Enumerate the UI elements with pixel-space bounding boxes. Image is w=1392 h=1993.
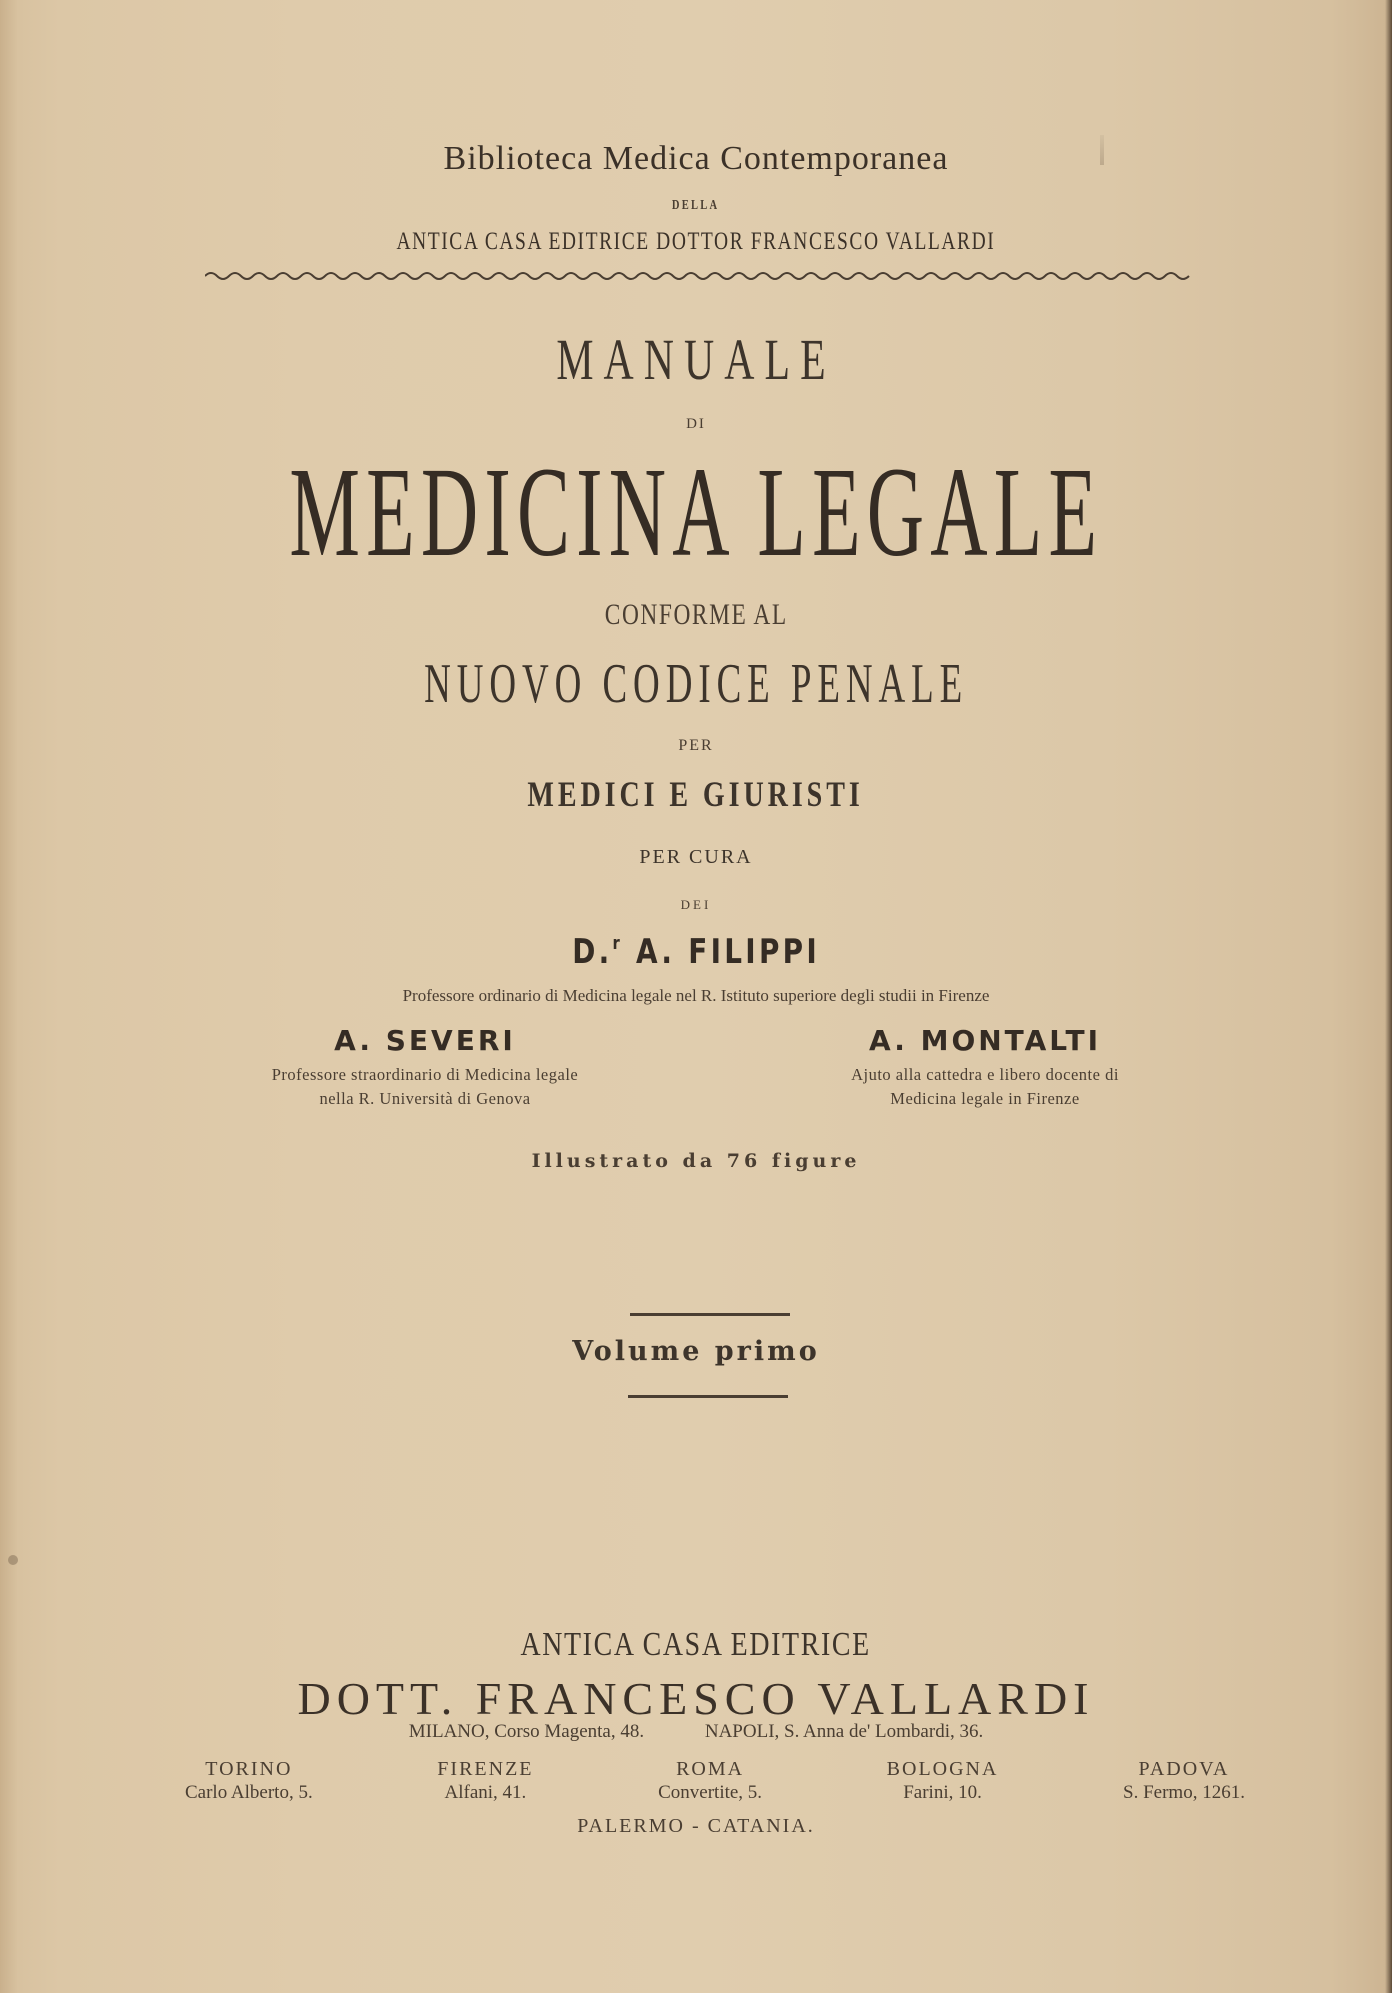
branch-address: Carlo Alberto, 5. — [185, 1782, 313, 1803]
co-author-name: A. MONTALTI — [869, 1024, 1101, 1057]
title-line4: CONFORME AL — [604, 598, 788, 631]
title-medicina-legale — [0, 441, 1392, 583]
editors-intro — [0, 846, 1392, 869]
title-line2: DI — [686, 416, 706, 432]
co-author-severi — [195, 1024, 655, 1111]
co-author-description-line2: Medicina legale in Firenze — [890, 1089, 1080, 1108]
volume-label — [0, 1336, 1392, 1367]
title-conforme — [0, 598, 1392, 632]
lead-author-prefix-sup: r — [612, 933, 623, 954]
volume-rule-top — [630, 1313, 790, 1316]
branch-address: Alfani, 41. — [444, 1782, 527, 1803]
branch-firenze — [437, 1757, 533, 1805]
volume-rule-bottom — [628, 1395, 788, 1398]
branch-address: Farini, 10. — [903, 1782, 982, 1803]
title-line7: MEDICI E GIURISTI — [527, 774, 865, 814]
imprint-line1-text: ANTICA CASA EDITRICE — [520, 1626, 872, 1663]
series-connector — [0, 198, 1392, 214]
branch-address: S. Fermo, 1261. — [1123, 1782, 1245, 1803]
branch-padova — [1123, 1757, 1245, 1805]
office-milano: MILANO, Corso Magenta, 48. — [408, 1721, 645, 1742]
lead-author-description-text: Professore ordinario di Medicina legale nel R. Istituto superiore degli studii in Firenze — [402, 986, 990, 1005]
other-cities-text: PALERMO - CATANIA. — [577, 1815, 815, 1837]
series-title — [0, 140, 1392, 178]
title-line6: PER — [678, 737, 714, 754]
co-author-description-line1: Professore straordinario di Medicina legale — [271, 1065, 579, 1084]
series-connector-text: DELLA — [672, 198, 720, 213]
branch-city: ROMA — [676, 1758, 745, 1780]
editors-connector — [0, 897, 1392, 913]
paper-stain — [8, 1555, 18, 1565]
lead-author-name: A. FILIPPI — [622, 932, 820, 972]
imprint-line2-text: DOTT. FRANCESCO VALLARDI — [297, 1673, 1095, 1724]
lead-author-description — [0, 986, 1392, 1006]
co-author-description-line2: nella R. Università di Genova — [319, 1089, 531, 1108]
editors-connector-text: DEI — [680, 897, 712, 912]
editors-intro-text: PER CURA — [639, 846, 753, 868]
branch-city: PADOVA — [1138, 1758, 1230, 1780]
series-publisher-text: ANTICA CASA EDITRICE DOTTOR FRANCESCO VALLARDI — [396, 228, 996, 255]
illustrations-note — [0, 1150, 1392, 1172]
branch-torino — [185, 1757, 313, 1805]
branch-city: FIRENZE — [437, 1758, 534, 1780]
imprint-branches — [185, 1757, 1245, 1805]
co-author-name: A. SEVERI — [334, 1024, 516, 1057]
illustrations-text: Illustrato da 76 figure — [531, 1150, 861, 1172]
branch-city: TORINO — [205, 1758, 293, 1780]
branch-bologna — [887, 1757, 999, 1805]
title-medici-giuristi — [0, 773, 1392, 815]
title-per — [0, 737, 1392, 755]
title-line3: MEDICINA LEGALE — [289, 441, 1103, 583]
title-nuovo-codice — [0, 652, 1392, 716]
volume-text: Volume primo — [572, 1336, 820, 1367]
branch-roma — [658, 1757, 762, 1805]
imprint-main-offices — [0, 1721, 1392, 1743]
co-author-montalti — [770, 1024, 1200, 1111]
title-di — [0, 416, 1392, 433]
office-napoli: NAPOLI, S. Anna de' Lombardi, 36. — [704, 1721, 984, 1742]
lead-author — [0, 932, 1392, 972]
title-manuale — [0, 326, 1392, 393]
imprint-line1 — [0, 1626, 1392, 1664]
series-title-text: Biblioteca Medica Contemporanea — [443, 140, 949, 177]
wavy-rule — [205, 268, 1205, 282]
imprint-other-cities — [0, 1815, 1392, 1838]
branch-address: Convertite, 5. — [658, 1782, 763, 1803]
co-author-description-line1: Ajuto alla cattedra e libero docente di — [851, 1065, 1119, 1084]
title-line5: NUOVO CODICE PENALE — [423, 653, 969, 715]
lead-author-prefix: D. — [572, 932, 613, 972]
imprint-line2 — [0, 1672, 1392, 1725]
branch-city: BOLOGNA — [886, 1758, 999, 1780]
title-line1: MANUALE — [556, 327, 836, 392]
series-publisher — [0, 228, 1392, 256]
